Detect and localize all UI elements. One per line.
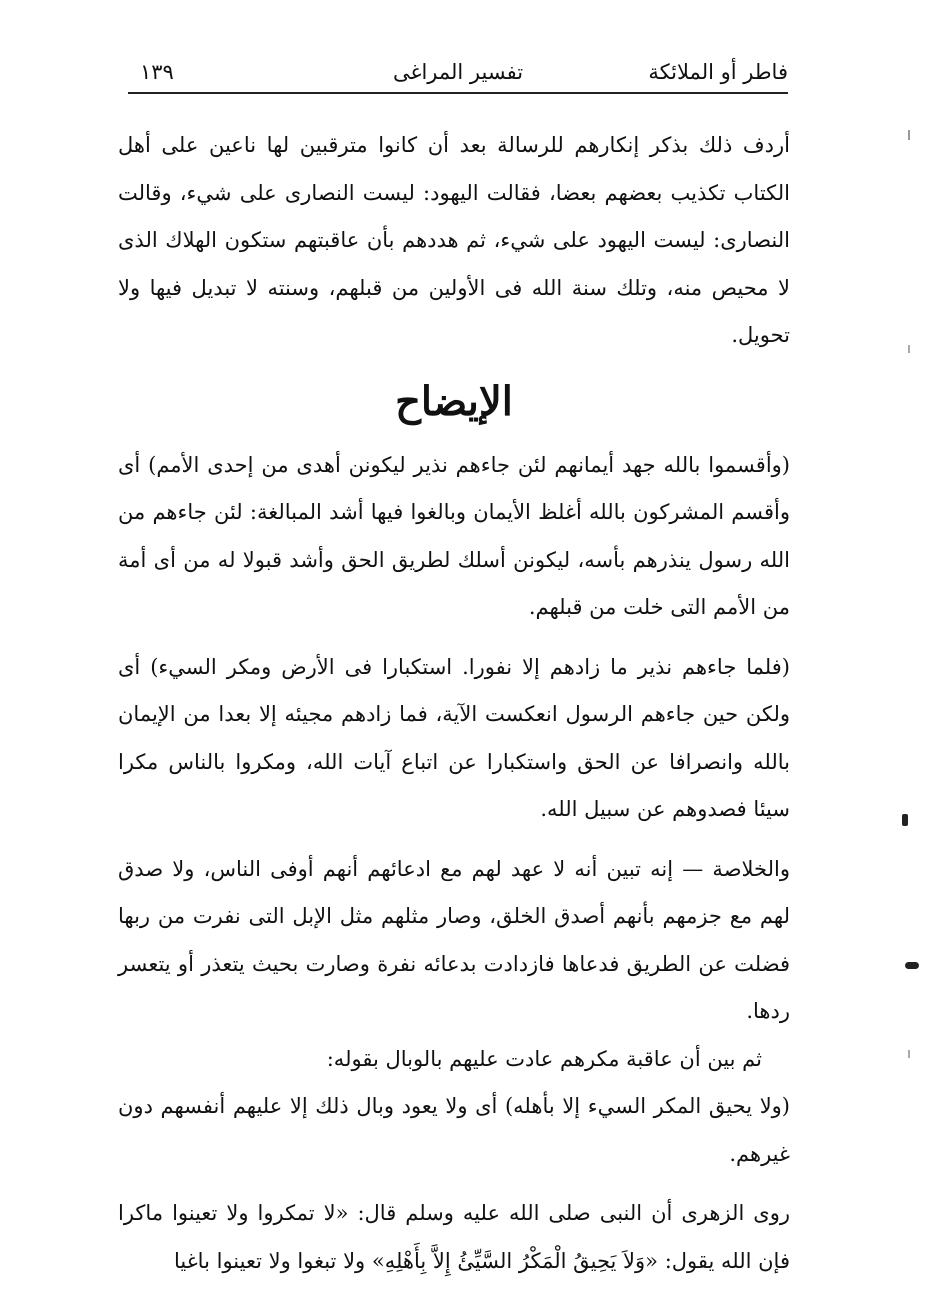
summary-paragraph: والخلاصة — إنه تبين أنه لا عهد لهم مع ادعائهم أنهم أوفى الناس، ولا صدق لهم مع جزمهم بأنهم أصدق الخلق، وصار مثلهم مثل الإبل التى نفرت من ربها فضلت عن الطريق فدعاها فازدادت بدعائه نفرة وصارت بحيث يتعذر أو يتعسر ردها. — [118, 856, 790, 1023]
margin-mark — [908, 130, 910, 140]
explanation-paragraph-1: (وأقسموا بالله جهد أيمانهم لئن جاءهم نذير ليكونن أهدى من إحدى الأمم) أى وأقسم المشركون بالله أغلظ الأيمان وبالغوا فيها أشد المبالغة: لئن جاءهم من الله رسول ينذرهم بأسه، ليكونن أسلك لطريق الحق وأشد قبولا له من أى أمة من الأمم التى خلت من قبلهم. — [118, 452, 790, 619]
transition-line: ثم بين أن عاقبة مكرهم عادت عليهم بالوبال بقوله: — [326, 1046, 762, 1071]
hadith-paragraph: روى الزهرى أن النبى صلى الله عليه وسلم قال: «لا تمكروا ولا تعينوا ماكرا فإن الله يقول: «وَلاَ يَحِيقُ الْمَكْرُ السَّيِّئُ إِلاَّ بِأَهْلِهِ» ولا تبغوا ولا تعينوا باغيا — [118, 1201, 790, 1273]
margin-mark — [902, 814, 908, 826]
section-heading: الإيضاح — [395, 377, 513, 425]
verse-paragraph: (ولا يحيق المكر السيء إلا بأهله) أى ولا يعود وبال ذلك إلا عليهم أنفسهم دون غيرهم. — [118, 1094, 790, 1166]
intro-paragraph: أردف ذلك بذكر إنكارهم للرسالة بعد أن كانوا مترقبين لها ناعين على أهل الكتاب تكذيب بعضهم بعضا، فقالت اليهود: ليست النصارى على شيء، وقالت النصارى: ليست اليهود على شيء، ثم هددهم بأن عاقبتهم ستكون الهلاك الذى لا محيص منه، وتلك سنة الله فى الأولين من قبلهم، وسنته لا تبديل فيها ولا تحويل. — [118, 133, 790, 347]
book-title: تفسير المراغى — [392, 60, 524, 84]
margin-mark — [908, 345, 910, 353]
surah-name: فاطر أو الملائكة — [648, 60, 788, 84]
page-body — [118, 122, 790, 1285]
margin-mark — [908, 1050, 910, 1058]
page-number: ١٣٩ — [140, 60, 174, 84]
margin-mark — [905, 962, 919, 969]
explanation-paragraph-2: (فلما جاءهم نذير ما زادهم إلا نفورا. استكبارا فى الأرض ومكر السيء) أى ولكن حين جاءهم الرسول انعكست الآية، فما زادهم مجيئه إلا بعدا من الإيمان بالله وانصرافا عن الحق واستكبارا عن اتباع آيات الله، ومكروا بالناس مكرا سيئا فصدوهم عن سبيل الله. — [118, 654, 790, 821]
page-header — [128, 52, 788, 94]
